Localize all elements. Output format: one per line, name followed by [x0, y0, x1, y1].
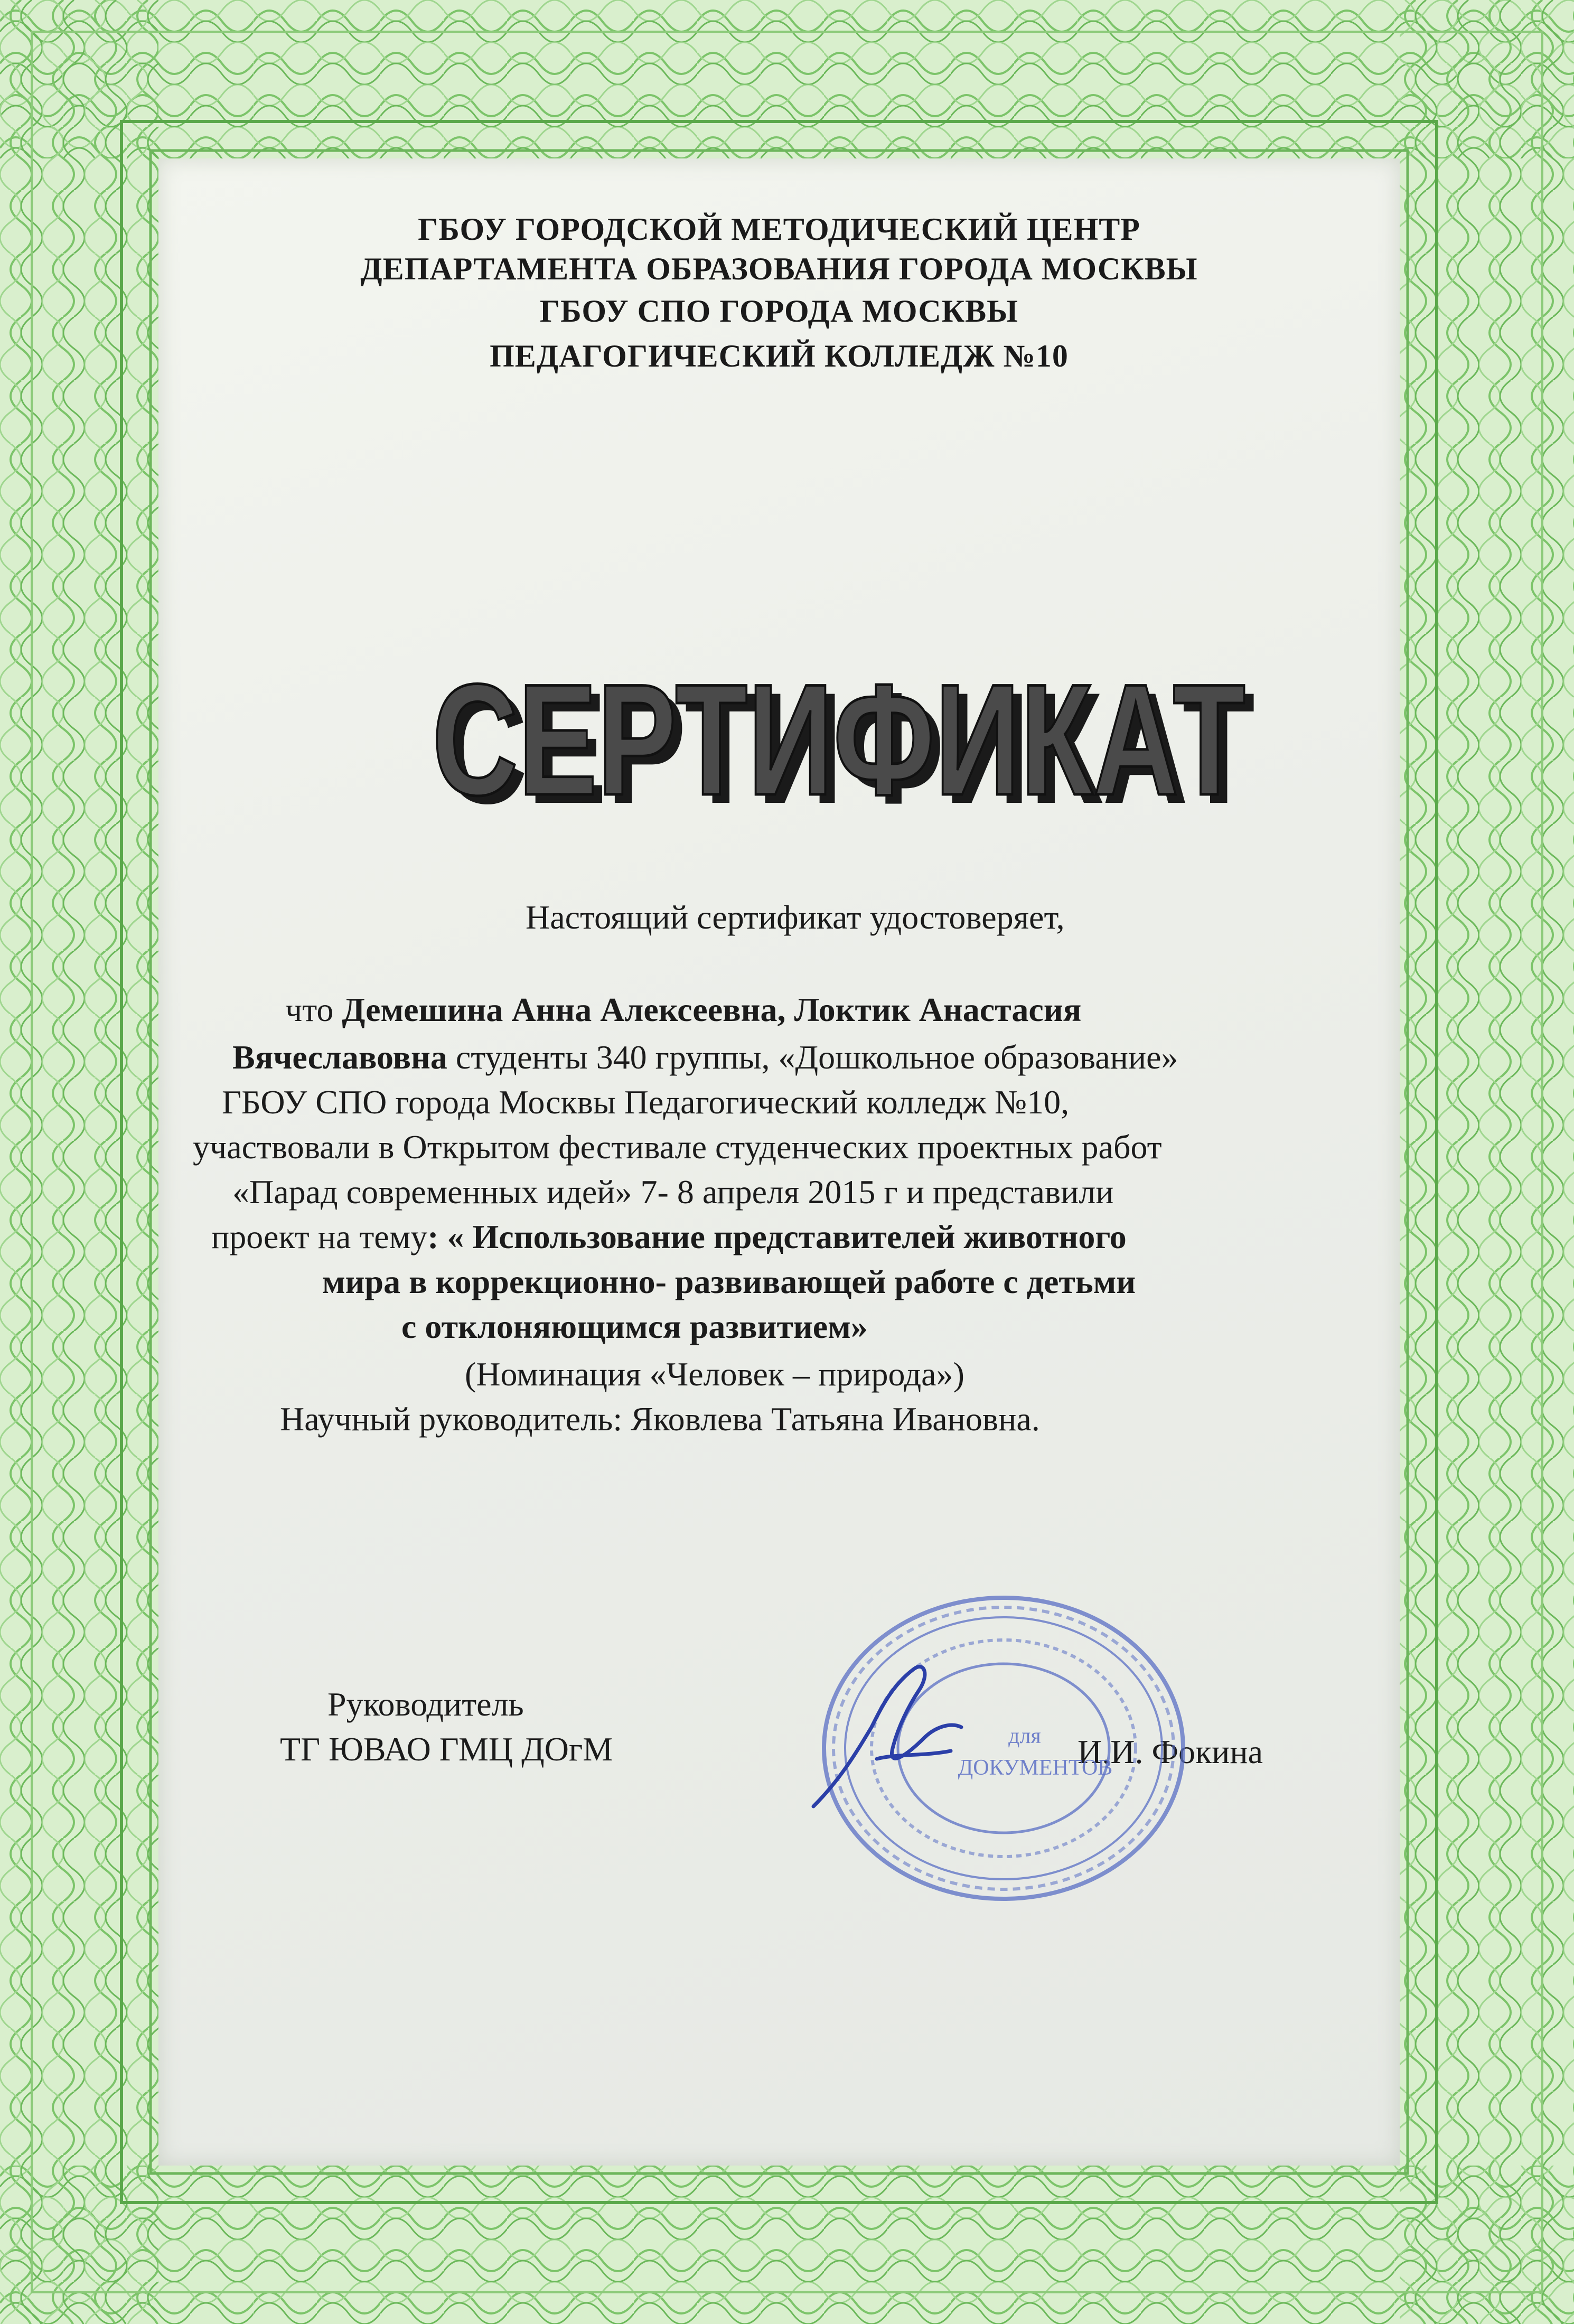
group-info: студенты 340 группы, «Дошкольное образование» [447, 1038, 1178, 1076]
signer-name: И.И. Фокина [1078, 1733, 1263, 1770]
header-line-2: ДЕПАРТАМЕНТА ОБРАЗОВАНИЯ ГОРОДА МОСКВЫ [360, 251, 1198, 286]
svg-text:для: для [1008, 1724, 1041, 1748]
intro-text: Настоящий сертификат удостоверяет, [526, 898, 1065, 936]
body-line-1-prefix: что [285, 991, 342, 1028]
topic-prefix: проект на тему [211, 1218, 428, 1255]
body-line-4: участвовали в Открытом фестивале студенческих проектных работ [193, 1128, 1162, 1166]
body-line-8: с отклоняющимся развитием» [401, 1308, 868, 1345]
student-name-end: Вячеславовна [232, 1038, 447, 1076]
signer-role: Руководитель [327, 1685, 524, 1723]
body-line-2 [232, 1038, 1178, 1077]
svg-text:ДОКУМЕНТОВ: ДОКУМЕНТОВ [958, 1756, 1113, 1780]
header-line-3: ГБОУ СПО ГОРОДА МОСКВЫ [539, 294, 1019, 329]
handwritten-signature [792, 1648, 1004, 1817]
svg-text:СЕРТИФИКАТ: СЕРТИФИКАТ [432, 651, 1245, 828]
body-line-1 [285, 990, 1081, 1029]
body-line-7: мира в коррекционно- развивающей работе с детьми [322, 1263, 1136, 1300]
svg-text:СЕРТИФИКАТ: СЕРТИФИКАТ [442, 659, 1255, 835]
student-names: Демешина Анна Алексеевна, Локтик Анастасия [342, 991, 1082, 1028]
signer-organization: ТГ ЮВАО ГМЦ ДОгМ [280, 1730, 613, 1768]
body-line-3: ГБОУ СПО города Москвы Педагогический колледж №10, [222, 1083, 1070, 1121]
body-line-6 [211, 1217, 1127, 1257]
project-topic: : « Использование представителей животного [427, 1218, 1127, 1255]
certificate-title [412, 644, 1268, 835]
header-line-1: ГБОУ ГОРОДСКОЙ МЕТОДИЧЕСКИЙ ЦЕНТР [418, 212, 1140, 247]
body-line-5: «Парад современных идей» 7- 8 апреля 2015 г и представили [232, 1173, 1114, 1211]
supervisor: Научный руководитель: Яковлева Татьяна Ивановна. [280, 1400, 1040, 1438]
header-line-4: ПЕДАГОГИЧЕСКИЙ КОЛЛЕДЖ №10 [490, 339, 1069, 373]
nomination: (Номинация «Человек – природа») [465, 1355, 964, 1393]
